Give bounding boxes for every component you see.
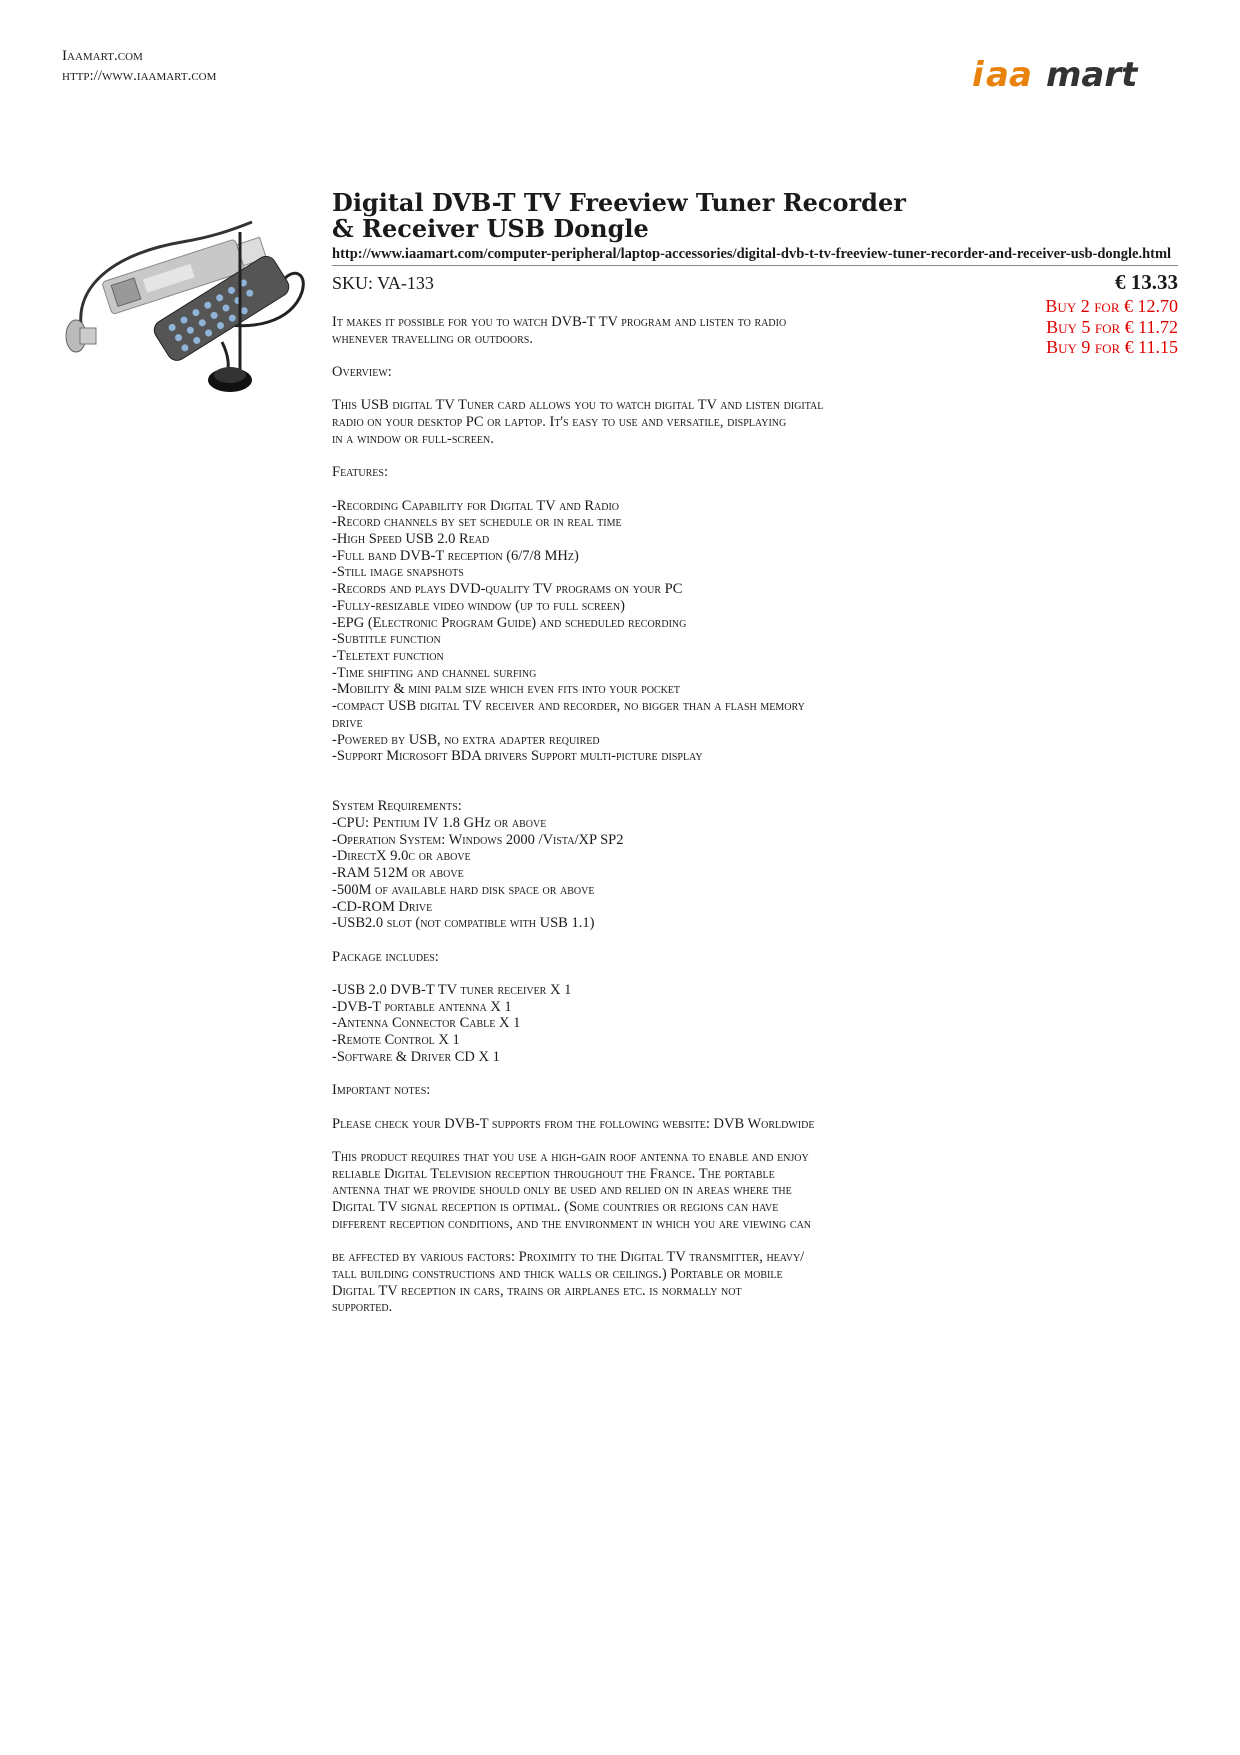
description-line: -Recording Capability for Digital TV and Radio	[332, 497, 620, 514]
title-divider	[332, 265, 1178, 266]
description-line: -CD-ROM Drive	[332, 898, 433, 915]
description-line: Digital TV reception in cars, trains or airplanes etc. is normally not	[332, 1282, 742, 1299]
description-line: -Full band DVB-T reception (6/7/8 MHz)	[332, 547, 579, 564]
price-tier: Buy 5 for € 11.72	[1046, 316, 1178, 337]
site-name: Iaamart.com	[62, 48, 143, 64]
description-line: -DirectX 9.0c or above	[332, 848, 471, 865]
description-line: Please check your DVB-T supports from the following website: DVB Worldwide	[332, 1115, 815, 1132]
description-line	[332, 765, 952, 782]
description-line	[332, 481, 952, 498]
description-line	[332, 381, 952, 398]
description-line: reliable Digital Television reception throughout the France. The portable	[332, 1165, 775, 1182]
description-line	[332, 347, 952, 364]
logo-letters-aa: aa	[986, 56, 1032, 92]
description-line: -Teletext function	[332, 648, 444, 664]
description-line: -500M of available hard disk space or above	[332, 881, 595, 898]
description-line: -Support Microsoft BDA drivers Support multi-picture display	[332, 748, 703, 765]
product-url[interactable]: http://www.iaamart.com/computer-peripheral/laptop-accessories/digital-dvb-t-tv-freeview-tuner-recorder-and-receiver-usb-dongle.html	[332, 246, 1172, 262]
description-line: Digital TV signal reception is optimal. (Some countries or regions can have	[332, 1199, 779, 1216]
product-sku: SKU: VA-133	[332, 273, 434, 293]
description-line: -Mobility & mini palm size which even fits into your pocket	[332, 681, 681, 698]
description-line: supported.	[332, 1299, 393, 1316]
description-line: -EPG (Electronic Program Guide) and scheduled recording	[332, 614, 687, 631]
description-line: whenever travelling or outdoors.	[332, 330, 533, 347]
description-line: It makes it possible for you to watch DVB-T TV program and listen to radio	[332, 314, 787, 330]
price-tier: Buy 2 for € 12.70	[1045, 296, 1178, 316]
description-line: -Time shifting and channel surfing	[332, 664, 537, 681]
description-line	[332, 965, 952, 982]
description-line	[332, 1233, 952, 1250]
description-line: Features:	[332, 464, 388, 481]
description-line: -Record channels by set schedule or in real time	[332, 514, 622, 531]
description-line: drive	[332, 714, 363, 731]
description-line: -Operation System: Windows 2000 /Vista/XP SP2	[332, 831, 624, 848]
description-line: -DVB-T portable antenna X 1	[332, 998, 512, 1015]
description-line: be affected by various factors: Proximity to the Digital TV transmitter, heavy/	[332, 1249, 805, 1266]
description-line: Package includes:	[332, 948, 439, 965]
product-image	[62, 212, 312, 404]
description-line	[332, 1099, 952, 1116]
description-line: -CPU: Pentium IV 1.8 GHz or above	[332, 815, 547, 831]
price-tiers	[1045, 296, 1178, 358]
product-title: Digital DVB-T TV Freeview Tuner Recorder & Receiver USB Dongle	[332, 188, 906, 243]
description-line: -Antenna Connector Cable X 1	[332, 1015, 521, 1032]
description-line: -Software & Driver CD X 1	[332, 1048, 500, 1065]
description-line: -compact USB digital TV receiver and recorder, no bigger than a flash memory	[332, 698, 805, 715]
iaamart-logo[interactable]	[970, 56, 1180, 92]
description-line: This USB digital TV Tuner card allows you to watch digital TV and listen digital	[332, 397, 824, 414]
description-line	[332, 932, 952, 949]
product-description	[332, 314, 952, 1316]
description-line: -Still image snapshots	[332, 564, 464, 581]
description-line: System Requirements:	[332, 798, 462, 815]
description-line: in a window or full-screen.	[332, 430, 494, 447]
description-line	[332, 1132, 952, 1149]
description-line	[332, 782, 952, 799]
description-line: -Subtitle function	[332, 631, 441, 648]
description-line: -Fully-resizable video window (up to full screen)	[332, 597, 625, 614]
product-price: € 13.33	[1115, 270, 1178, 294]
description-line: -Remote Control X 1	[332, 1032, 460, 1049]
description-line: -USB 2.0 DVB-T TV tuner receiver X 1	[332, 982, 572, 998]
description-line: different reception conditions, and the environment in which you are viewing can	[332, 1215, 812, 1232]
description-line: antenna that we provide should only be used and relied on in areas where the	[332, 1182, 792, 1199]
price-tier: Buy 9 for € 11.15	[1046, 337, 1178, 357]
description-line: -Powered by USB, no extra adapter required	[332, 731, 600, 748]
site-url[interactable]: http://www.iaamart.com	[62, 68, 217, 84]
description-line	[332, 448, 952, 465]
description-line: -USB2.0 slot (not compatible with USB 1.1)	[332, 915, 595, 932]
logo-letter-i: i	[972, 56, 984, 92]
description-line: Overview:	[332, 364, 392, 381]
description-line: -Records and plays DVD-quality TV programs on your PC	[332, 581, 683, 598]
description-line: Important notes:	[332, 1082, 431, 1099]
description-line: This product requires that you use a high-gain roof antenna to enable and enjoy	[332, 1148, 809, 1165]
logo-letters-mart: mart	[1046, 56, 1138, 92]
description-line	[332, 1066, 952, 1083]
description-line: tall building constructions and thick walls or ceilings.) Portable or mobile	[332, 1265, 783, 1282]
description-line: radio on your desktop PC or laptop. It's easy to use and versatile, displaying	[332, 414, 787, 431]
description-line: -RAM 512M or above	[332, 865, 464, 882]
description-line: -High Speed USB 2.0 Read	[332, 531, 490, 548]
